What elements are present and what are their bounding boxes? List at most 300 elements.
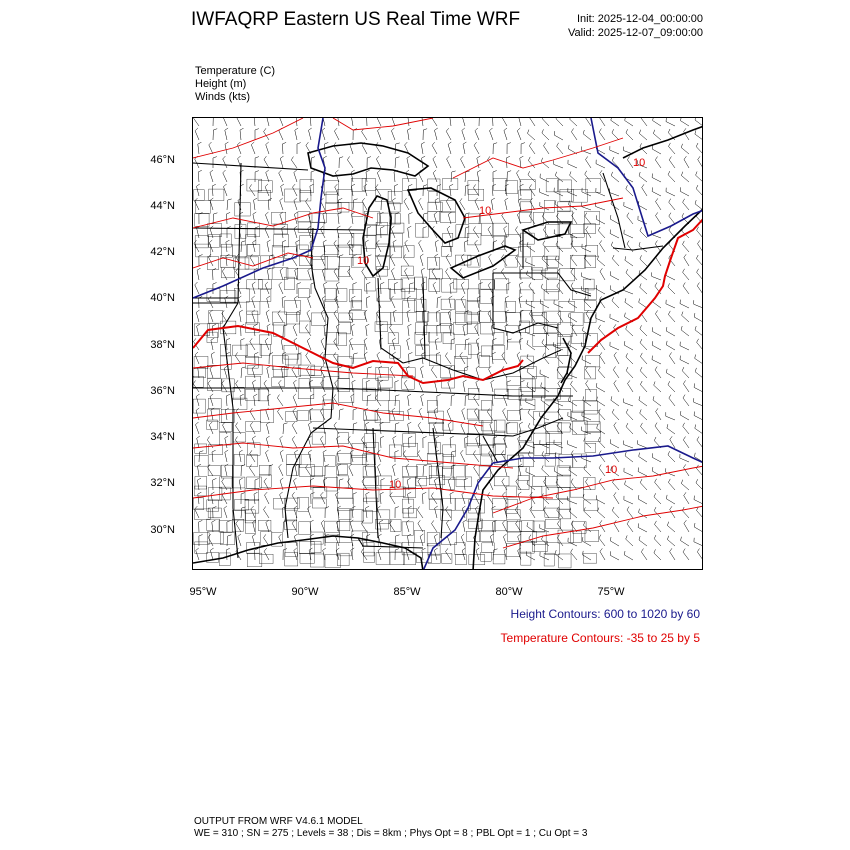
county-cell: [429, 499, 443, 509]
wind-barb: [696, 185, 703, 196]
wind-barb: [666, 118, 675, 126]
wind-barb: [614, 492, 619, 504]
county-cell: [545, 247, 559, 260]
wind-barb: [239, 450, 242, 462]
wind-barb: [249, 184, 255, 196]
lon-label-80: 80°W: [495, 586, 523, 598]
wind-barb: [529, 143, 535, 155]
county-cell: [196, 200, 210, 213]
wind-barb: [520, 156, 524, 168]
wind-barb: [582, 286, 591, 294]
county-cell: [402, 499, 413, 513]
wind-barb: [571, 269, 577, 280]
county-cell: [506, 544, 519, 557]
map-title: IWFAQRP Eastern US Real Time WRF: [191, 9, 521, 30]
wind-barb: [640, 284, 647, 295]
county-cell: [337, 543, 353, 556]
wind-barb: [461, 254, 465, 266]
wind-barb: [557, 143, 563, 154]
wind-barb: [624, 551, 633, 560]
wind-barb: [198, 142, 202, 154]
wind-barb: [421, 366, 424, 378]
county-cell: [402, 522, 413, 536]
county-cell: [507, 423, 518, 433]
wind-barb: [654, 493, 661, 504]
wind-barb: [395, 423, 399, 434]
wind-barb: [367, 367, 372, 378]
wind-barb: [235, 352, 241, 364]
wind-barb: [507, 339, 512, 350]
county-cell: [338, 433, 349, 444]
wind-barb: [390, 324, 396, 336]
county-cell: [195, 542, 208, 553]
wind-barb: [252, 282, 255, 294]
wind-barb: [596, 160, 605, 168]
wind-barb: [625, 256, 633, 266]
wind-barb: [264, 128, 269, 140]
wind-barb: [211, 352, 214, 364]
lat-label-34: 34°N: [150, 431, 175, 443]
wind-barb: [255, 548, 259, 560]
wind-barb: [462, 408, 465, 420]
variable-height: Height (m): [195, 78, 247, 90]
wind-barb: [437, 325, 441, 337]
wind-barb: [408, 534, 412, 546]
wind-barb: [198, 170, 202, 182]
wind-barb: [250, 254, 255, 266]
wind-barb: [612, 255, 619, 266]
wind-barb: [210, 366, 213, 378]
county-cell: [259, 554, 273, 563]
wind-barb: [586, 380, 591, 392]
wind-barb: [666, 412, 675, 420]
wind-barb: [353, 423, 357, 434]
county-cell: [365, 278, 376, 291]
wind-barb: [666, 300, 675, 308]
wind-barb: [446, 128, 451, 140]
wind-barb: [554, 131, 563, 140]
wind-barb: [503, 408, 507, 420]
wind-barb: [393, 310, 396, 322]
county-cell: [507, 313, 521, 326]
wind-barb: [338, 212, 342, 224]
wind-barb: [684, 520, 689, 532]
wind-barb: [527, 242, 535, 252]
wind-barb: [695, 200, 703, 210]
wind-barb: [446, 548, 452, 560]
wind-barb: [640, 479, 647, 490]
wind-barb: [225, 128, 228, 140]
wind-barb: [376, 156, 381, 168]
county-cell: [428, 257, 440, 269]
wind-barb: [407, 156, 410, 168]
wind-barb: [279, 118, 283, 126]
wind-barb: [626, 423, 633, 434]
wind-barb: [582, 273, 591, 281]
lon-label-90: 90°W: [291, 586, 319, 598]
wind-barb: [611, 172, 619, 182]
wind-barb: [448, 422, 451, 434]
wind-barb: [437, 297, 441, 308]
wind-barb: [473, 451, 479, 463]
wind-barb: [292, 422, 297, 434]
county-cell: [544, 200, 554, 212]
wind-barb: [392, 118, 395, 126]
wind-barb: [267, 268, 271, 280]
wind-barb: [350, 520, 353, 532]
wind-barb: [419, 198, 424, 210]
county-cell: [195, 236, 208, 248]
wind-barb: [380, 436, 384, 448]
county-cell: [234, 454, 244, 465]
wind-barb: [407, 296, 410, 308]
wind-barb: [239, 310, 243, 322]
wind-barb: [543, 353, 549, 364]
county-cell: [284, 345, 299, 359]
county-cell: [468, 519, 482, 528]
wind-barb: [250, 422, 255, 434]
county-cell: [311, 313, 325, 325]
county-cell: [521, 379, 535, 391]
wind-barb: [568, 145, 577, 154]
wind-barb: [295, 128, 298, 140]
wind-barb: [390, 254, 395, 266]
wind-barb: [683, 437, 689, 449]
wind-barb: [395, 213, 399, 224]
wind-barb: [653, 130, 661, 140]
county-cell: [428, 211, 440, 221]
wind-barb: [493, 269, 497, 281]
wind-barb: [209, 240, 213, 252]
wind-barb: [697, 283, 703, 295]
wind-barb: [555, 200, 563, 210]
wind-barb: [394, 282, 398, 294]
wind-barb: [409, 353, 413, 365]
county-cell: [558, 423, 570, 432]
wind-barb: [625, 298, 633, 308]
county-cell: [532, 257, 548, 270]
wind-barb: [521, 143, 525, 154]
wind-barb: [475, 240, 479, 252]
county-cell: [416, 223, 428, 237]
county-cell: [310, 377, 322, 386]
county-cell: [234, 258, 249, 269]
wind-barb: [544, 142, 550, 154]
wind-barb: [656, 198, 662, 210]
wind-barb: [668, 171, 675, 182]
wind-barb: [473, 227, 479, 239]
wind-barb: [375, 395, 381, 407]
wind-barb: [502, 118, 507, 126]
wind-barb: [698, 156, 703, 168]
wind-barb: [365, 464, 368, 476]
wind-barb: [249, 464, 255, 476]
wind-barb: [195, 506, 199, 518]
wind-barb: [656, 408, 661, 420]
wind-barb: [448, 310, 451, 322]
wind-barb: [208, 464, 213, 476]
county-cell: [310, 554, 324, 567]
wind-barb: [572, 324, 577, 336]
county-cell: [519, 212, 531, 223]
county-cell: [310, 410, 323, 421]
wind-barb: [353, 493, 357, 505]
wind-barb: [377, 118, 381, 126]
county-cell: [440, 212, 455, 222]
wind-barb: [225, 464, 228, 476]
wind-barb: [683, 395, 689, 406]
wind-barb: [395, 395, 399, 406]
county-cell: [570, 255, 585, 268]
wind-barb: [695, 130, 703, 140]
lat-label-44: 44°N: [150, 200, 175, 212]
county-cell: [443, 477, 455, 490]
county-cell: [546, 519, 561, 528]
county-cell: [299, 378, 309, 388]
wind-barb: [626, 269, 633, 280]
wind-barb: [505, 198, 508, 210]
county-cell: [272, 312, 286, 325]
county-cell: [193, 533, 209, 545]
wind-barb: [599, 451, 605, 462]
wind-barb: [265, 282, 269, 294]
wind-barb: [696, 479, 703, 490]
wind-barb: [225, 142, 228, 154]
wind-barb: [526, 468, 535, 476]
wind-barb: [435, 240, 438, 252]
wind-barb: [349, 226, 353, 238]
county-cell: [337, 190, 352, 203]
wind-barb: [463, 520, 466, 532]
wind-barb: [598, 508, 606, 518]
wind-barb: [680, 300, 689, 308]
wind-barb: [610, 230, 619, 239]
wind-barb: [507, 143, 511, 154]
wind-barb: [337, 464, 340, 476]
wind-barb: [322, 128, 325, 140]
wind-barb: [351, 394, 354, 406]
wind-barb: [681, 118, 690, 126]
wind-barb: [367, 227, 371, 238]
wind-barb: [542, 118, 549, 126]
county-cell: [299, 522, 311, 535]
wind-barb: [267, 422, 270, 434]
wind-barb: [599, 129, 605, 141]
wind-barb: [311, 493, 315, 505]
wind-barb: [610, 537, 619, 546]
county-cell: [247, 311, 258, 324]
wind-barb: [308, 268, 311, 280]
county-cell: [429, 333, 442, 342]
wind-barb: [666, 369, 675, 378]
wind-barb: [526, 551, 535, 560]
wind-barb: [638, 440, 647, 448]
wind-barb: [640, 381, 647, 392]
wind-barb: [638, 495, 647, 504]
wind-barb: [668, 479, 675, 490]
wind-barb: [280, 212, 283, 224]
county-cell: [272, 268, 288, 280]
county-cell: [324, 456, 336, 466]
wind-barb: [209, 142, 213, 154]
wind-barb: [599, 325, 606, 336]
county-cell: [364, 420, 380, 429]
wind-barb: [408, 408, 412, 420]
wind-barb: [586, 118, 592, 126]
county-cell: [219, 553, 230, 565]
wind-barb: [423, 185, 427, 196]
wind-barb: [377, 464, 381, 476]
wind-barb: [351, 170, 355, 182]
wind-barb: [395, 157, 400, 168]
wind-barb: [390, 520, 395, 532]
wind-barb: [266, 450, 270, 462]
wind-barb: [199, 451, 203, 462]
wind-barb: [433, 170, 437, 182]
height-contour-legend: Height Contours: 600 to 1020 by 60: [510, 607, 700, 621]
wind-barb: [446, 506, 452, 518]
wind-barb: [557, 283, 563, 294]
wind-barb: [196, 422, 200, 434]
wind-barb: [433, 156, 437, 168]
county-cell: [300, 180, 314, 193]
county-cell: [479, 356, 490, 368]
wind-barb: [337, 324, 340, 336]
wind-barb: [584, 465, 591, 476]
wind-barb: [451, 339, 455, 350]
wind-barb: [584, 522, 592, 532]
wind-barb: [638, 523, 647, 532]
wind-barb: [554, 300, 563, 308]
wind-barb: [694, 313, 703, 322]
wind-barb: [254, 118, 258, 126]
wind-barb: [394, 170, 398, 182]
wind-barb: [297, 283, 301, 294]
county-cell: [481, 454, 492, 465]
wind-barb: [558, 310, 563, 322]
wind-barb: [655, 157, 661, 169]
wind-barb: [463, 380, 466, 392]
wind-barb: [541, 284, 549, 294]
wind-barb: [278, 408, 284, 420]
wind-barb: [540, 188, 549, 196]
wind-barb: [463, 142, 466, 154]
county-cell: [414, 530, 424, 542]
wind-barb: [366, 422, 370, 434]
county-cell: [507, 376, 521, 385]
county-cell: [428, 443, 440, 454]
wind-barb: [224, 506, 227, 518]
wind-barb: [557, 520, 563, 532]
wind-barb: [503, 492, 507, 504]
contour-label: 10: [357, 255, 370, 267]
wind-barb: [654, 382, 661, 393]
wind-barb: [213, 129, 217, 140]
wind-barb: [614, 352, 619, 364]
wind-barb: [614, 380, 619, 392]
wind-barb: [431, 367, 437, 379]
county-cell: [300, 455, 311, 468]
county-cell: [350, 345, 365, 358]
wind-barb: [640, 367, 647, 378]
county-cell: [219, 521, 232, 532]
county-cell: [545, 323, 557, 334]
wind-barb: [476, 338, 479, 350]
wind-barb: [461, 422, 465, 434]
wind-barb: [250, 450, 255, 462]
county-cell: [441, 299, 455, 309]
county-cell: [493, 554, 505, 564]
county-cell: [402, 466, 417, 477]
wind-barb: [610, 342, 619, 350]
wind-barb: [669, 199, 675, 210]
wind-barb: [543, 325, 549, 337]
wind-barb: [683, 241, 690, 252]
wind-barb: [568, 496, 577, 504]
wind-barb: [339, 409, 344, 420]
wind-barb: [280, 198, 283, 210]
wind-barb: [295, 296, 298, 308]
wind-barb: [292, 520, 297, 532]
wind-barb: [465, 436, 469, 448]
wind-barb: [210, 548, 213, 560]
wind-barb: [475, 128, 479, 140]
wind-barb: [240, 128, 244, 140]
wind-barb: [596, 314, 605, 322]
variable-winds: Winds (kts): [195, 91, 250, 103]
wind-barb: [526, 258, 535, 266]
county-cell: [428, 192, 439, 203]
wind-barb: [680, 411, 689, 420]
wind-barb: [381, 199, 385, 210]
wind-barb: [211, 492, 214, 504]
county-cell: [443, 445, 456, 456]
lat-label-32: 32°N: [150, 477, 175, 489]
wind-barb: [241, 339, 245, 351]
county-cell: [300, 553, 314, 563]
wind-barb: [339, 255, 343, 266]
wind-barb: [596, 285, 605, 294]
wind-barb: [555, 172, 563, 182]
wind-barb: [610, 271, 619, 280]
wind-barb: [423, 227, 427, 238]
wind-barb: [555, 550, 563, 560]
model-config: WE = 310 ; SN = 275 ; Levels = 38 ; Dis = 8km ; Phys Opt = 8 ; PBL Opt = 1 ; Cu Opt = 3: [194, 828, 588, 839]
wind-barb: [696, 172, 703, 183]
wind-barb: [224, 366, 227, 378]
wind-barb: [540, 440, 549, 448]
wind-barb: [223, 422, 228, 434]
wind-barb: [309, 128, 312, 140]
county-cell: [507, 510, 520, 520]
wind-barb: [393, 464, 396, 476]
county-cell: [325, 256, 339, 269]
wind-barb: [449, 366, 452, 378]
wind-barb: [380, 492, 384, 504]
wind-barb: [265, 338, 269, 350]
wind-barb: [321, 380, 325, 392]
wind-barb: [610, 551, 619, 560]
wind-barb: [655, 423, 661, 434]
wind-barb: [669, 395, 675, 406]
wind-barb: [294, 170, 297, 182]
wind-barb: [653, 118, 661, 126]
county-cell: [416, 323, 427, 335]
wind-barb: [280, 450, 283, 462]
wind-barb: [367, 395, 371, 406]
wind-barb: [502, 366, 507, 378]
wind-barb: [652, 187, 661, 196]
